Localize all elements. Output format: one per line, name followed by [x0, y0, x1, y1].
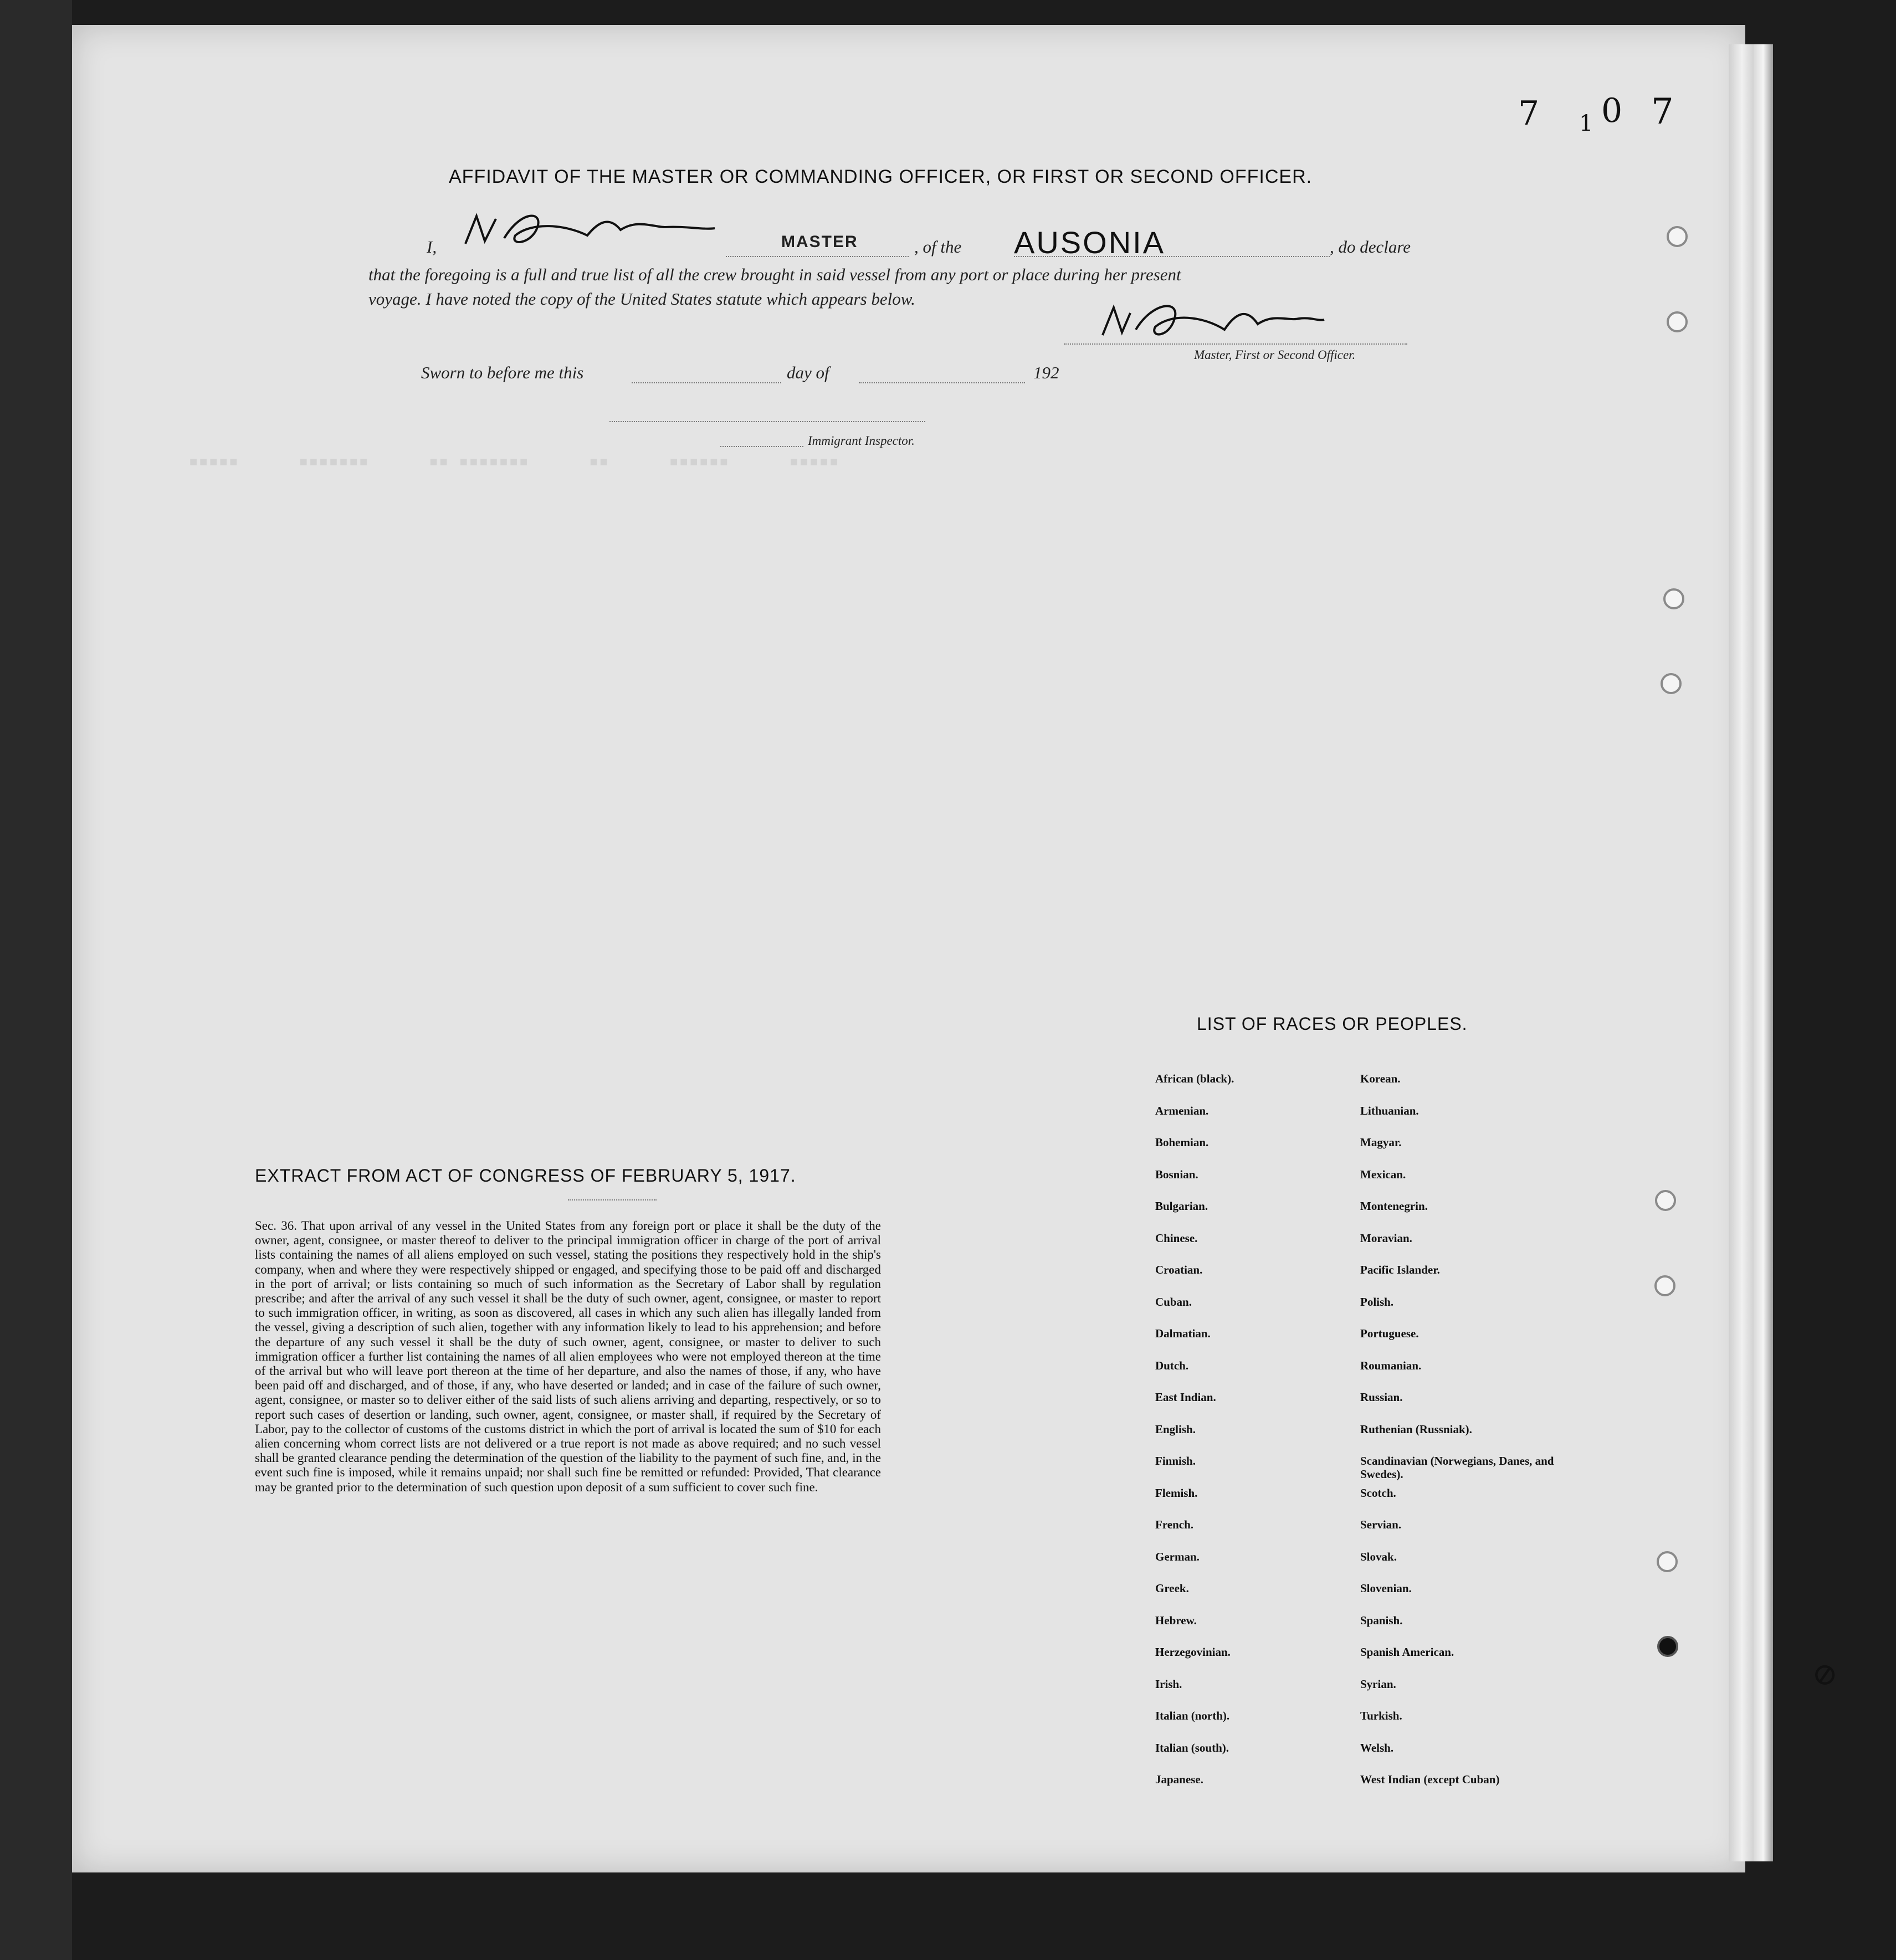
rank-label: MASTER — [781, 233, 858, 251]
race-item: Russian. — [1360, 1391, 1403, 1404]
race-item: Mexican. — [1360, 1167, 1406, 1181]
race-item: Polish. — [1360, 1295, 1394, 1309]
corner-mark-4: 7 — [1651, 91, 1674, 132]
binder-hole — [1654, 1275, 1675, 1296]
race-item: Korean. — [1360, 1072, 1401, 1085]
race-item: Turkish. — [1360, 1709, 1402, 1722]
race-item: Slovenian. — [1360, 1582, 1412, 1595]
race-item: West Indian (except Cuban) — [1360, 1773, 1500, 1786]
race-item: English. — [1155, 1422, 1196, 1436]
signature-caption: Master, First or Second Officer. — [1194, 348, 1356, 362]
race-item: Scotch. — [1360, 1486, 1396, 1500]
corner-mark-2: 1 — [1579, 111, 1593, 136]
extract-rule — [568, 1199, 657, 1200]
inspector-caption: Immigrant Inspector. — [808, 434, 915, 448]
extract-body: Sec. 36. That upon arrival of any vessel in the United States from any foreign port or place it shall be the duty of the owner, agent, consignee, or master thereof to deliver to the principal immigration officer in charge of the port of arrival lists containing the names of all aliens employed on such vessel, stating the positions they respectively hold in the ship's company, when and where they were respectively shipped or engaged, and specifying those to be paid off and discharged in the port of arrival; or lists containing so much of such information as the Secretary of Labor shall by regulation prescribe; and after the arrival of any such vessel it shall be the duty of such owner, agent, consignee, or master to report to such immigration officer, in writing, as soon as discovered, all cases in which any such alien has illegally landed from the vessel, giving a description of such alien, together with any information likely to lead to his apprehension; and before the departure of any such vessel it shall be the duty of such owner, agent, consignee, or master to deliver to such immigration officer a further list containing the names of all alien employees who were not employed thereon at the time of the arrival but who will leave port thereon at the time of her departure, and also the names of those, if any, who have been paid off and discharged, and of those, if any, who have deserted or landed; and in case of the failure of such owner, agent, consignee, or master so to deliver either of the said lists of such aliens arriving and departing, respectively, or so to report such cases of desertion or landing, such owner, agent, consignee, or master shall, if required by the Secretary of Labor, pay to the collector of customs of the customs district in which the port of arrival is located the sum of $10 for each alien concerning whom correct lists are not delivered or a true report is not made as above required; and no such vessel shall be granted clearance pending the determination of the question of the liability to the payment of such fine, and, in the event such fine is imposed, while it remains unpaid; nor shall such fine be remitted or refunded: Provided, That clearance may be granted prior to the determination of such question upon deposit of a sum sufficient to cover such fine. — [255, 1219, 881, 1494]
bleed-through: ▪▪▪▪▪ ▪▪▪▪▪▪▪ ▪▪ ▪▪▪▪▪▪▪ ▪▪ ▪▪▪▪▪▪ ▪▪▪▪▪ — [188, 451, 839, 471]
ship-line — [1014, 256, 1330, 257]
race-item: Cuban. — [1155, 1295, 1192, 1309]
race-item: Bohemian. — [1155, 1136, 1209, 1149]
signature-line — [1064, 343, 1407, 345]
race-item: Herzegovinian. — [1155, 1645, 1231, 1659]
sworn-label: Sworn to before me this — [421, 363, 584, 382]
rank-line — [726, 256, 909, 257]
race-item: Servian. — [1360, 1518, 1402, 1531]
race-item: Lithuanian. — [1360, 1104, 1419, 1117]
binder-hole — [1657, 1551, 1678, 1572]
race-item: Dutch. — [1155, 1358, 1189, 1372]
race-item: Chinese. — [1155, 1231, 1198, 1245]
race-item: Flemish. — [1155, 1486, 1198, 1500]
extract-title: EXTRACT FROM ACT OF CONGRESS OF FEBRUARY 5, 1917. — [255, 1166, 796, 1186]
race-item: Armenian. — [1155, 1104, 1209, 1117]
race-item: Bosnian. — [1155, 1167, 1198, 1181]
race-item: Syrian. — [1360, 1677, 1396, 1691]
affidavit-line-2: that the foregoing is a full and true list of all the crew brought in said vessel from any port or place during her present — [368, 265, 1181, 284]
affidavit-title: AFFIDAVIT OF THE MASTER OR COMMANDING OFFICER, OR FIRST OR SECOND OFFICER. — [449, 166, 1313, 187]
race-item: Welsh. — [1360, 1741, 1394, 1754]
year-label: 192 — [1033, 363, 1059, 382]
binder-hole — [1663, 588, 1684, 609]
race-item: Spanish American. — [1360, 1645, 1454, 1659]
race-item: Bulgarian. — [1155, 1199, 1208, 1213]
affidavit-i-label: I, — [427, 237, 437, 256]
margin-mark: ⊘ — [1808, 1654, 1841, 1695]
race-item: Japanese. — [1155, 1773, 1203, 1786]
binder-hole — [1661, 673, 1682, 694]
race-item: German. — [1155, 1549, 1200, 1563]
race-item: Croatian. — [1155, 1263, 1203, 1276]
affidavit-line-3: voyage. I have noted the copy of the United States statute which appears below. — [368, 289, 915, 309]
scan-left-strip — [0, 0, 72, 1960]
inspector-lead-line — [720, 446, 803, 447]
races-title: LIST OF RACES OR PEOPLES. — [1197, 1014, 1468, 1034]
corner-mark-1: 7 — [1518, 94, 1540, 133]
ship-name: AUSONIA — [1014, 225, 1166, 260]
race-item: Moravian. — [1360, 1231, 1412, 1245]
binder-hole — [1657, 1636, 1678, 1657]
race-item: Ruthenian (Russniak). — [1360, 1422, 1472, 1436]
month-line — [859, 382, 1025, 383]
races-left-column — [1155, 1072, 1321, 1805]
race-item: Slovak. — [1360, 1549, 1397, 1563]
page-edge-2 — [1754, 44, 1773, 1861]
race-item: Dalmatian. — [1155, 1327, 1211, 1340]
inspector-signature-line — [609, 421, 925, 422]
race-item: Italian (south). — [1155, 1741, 1229, 1754]
officer-signature — [1097, 291, 1330, 352]
do-declare-label: , do declare — [1330, 237, 1411, 256]
race-item: Italian (north). — [1155, 1709, 1230, 1722]
race-item: Irish. — [1155, 1677, 1182, 1691]
race-item: French. — [1155, 1518, 1194, 1531]
race-item: Spanish. — [1360, 1613, 1403, 1627]
binder-hole — [1667, 226, 1688, 247]
race-item: Montenegrin. — [1360, 1199, 1428, 1213]
races-right-column — [1360, 1072, 1571, 1805]
day-of-label: day of — [787, 363, 829, 382]
race-item: African (black). — [1155, 1072, 1234, 1085]
race-item: Portuguese. — [1360, 1327, 1419, 1340]
race-item: Roumanian. — [1360, 1358, 1422, 1372]
master-signature — [454, 205, 720, 255]
race-item: Pacific Islander. — [1360, 1263, 1440, 1276]
race-item: Finnish. — [1155, 1454, 1196, 1468]
sworn-day-line — [632, 382, 781, 383]
of-the-label: , of the — [914, 237, 962, 256]
binder-hole — [1667, 311, 1688, 332]
race-item: East Indian. — [1155, 1391, 1216, 1404]
binder-hole — [1655, 1190, 1676, 1211]
race-item: Scandinavian (Norwegians, Danes, and Swedes). — [1360, 1454, 1554, 1481]
race-item: Magyar. — [1360, 1136, 1402, 1149]
corner-mark-3: 0 — [1601, 91, 1623, 130]
race-item: Hebrew. — [1155, 1613, 1197, 1627]
race-item: Greek. — [1155, 1582, 1189, 1595]
